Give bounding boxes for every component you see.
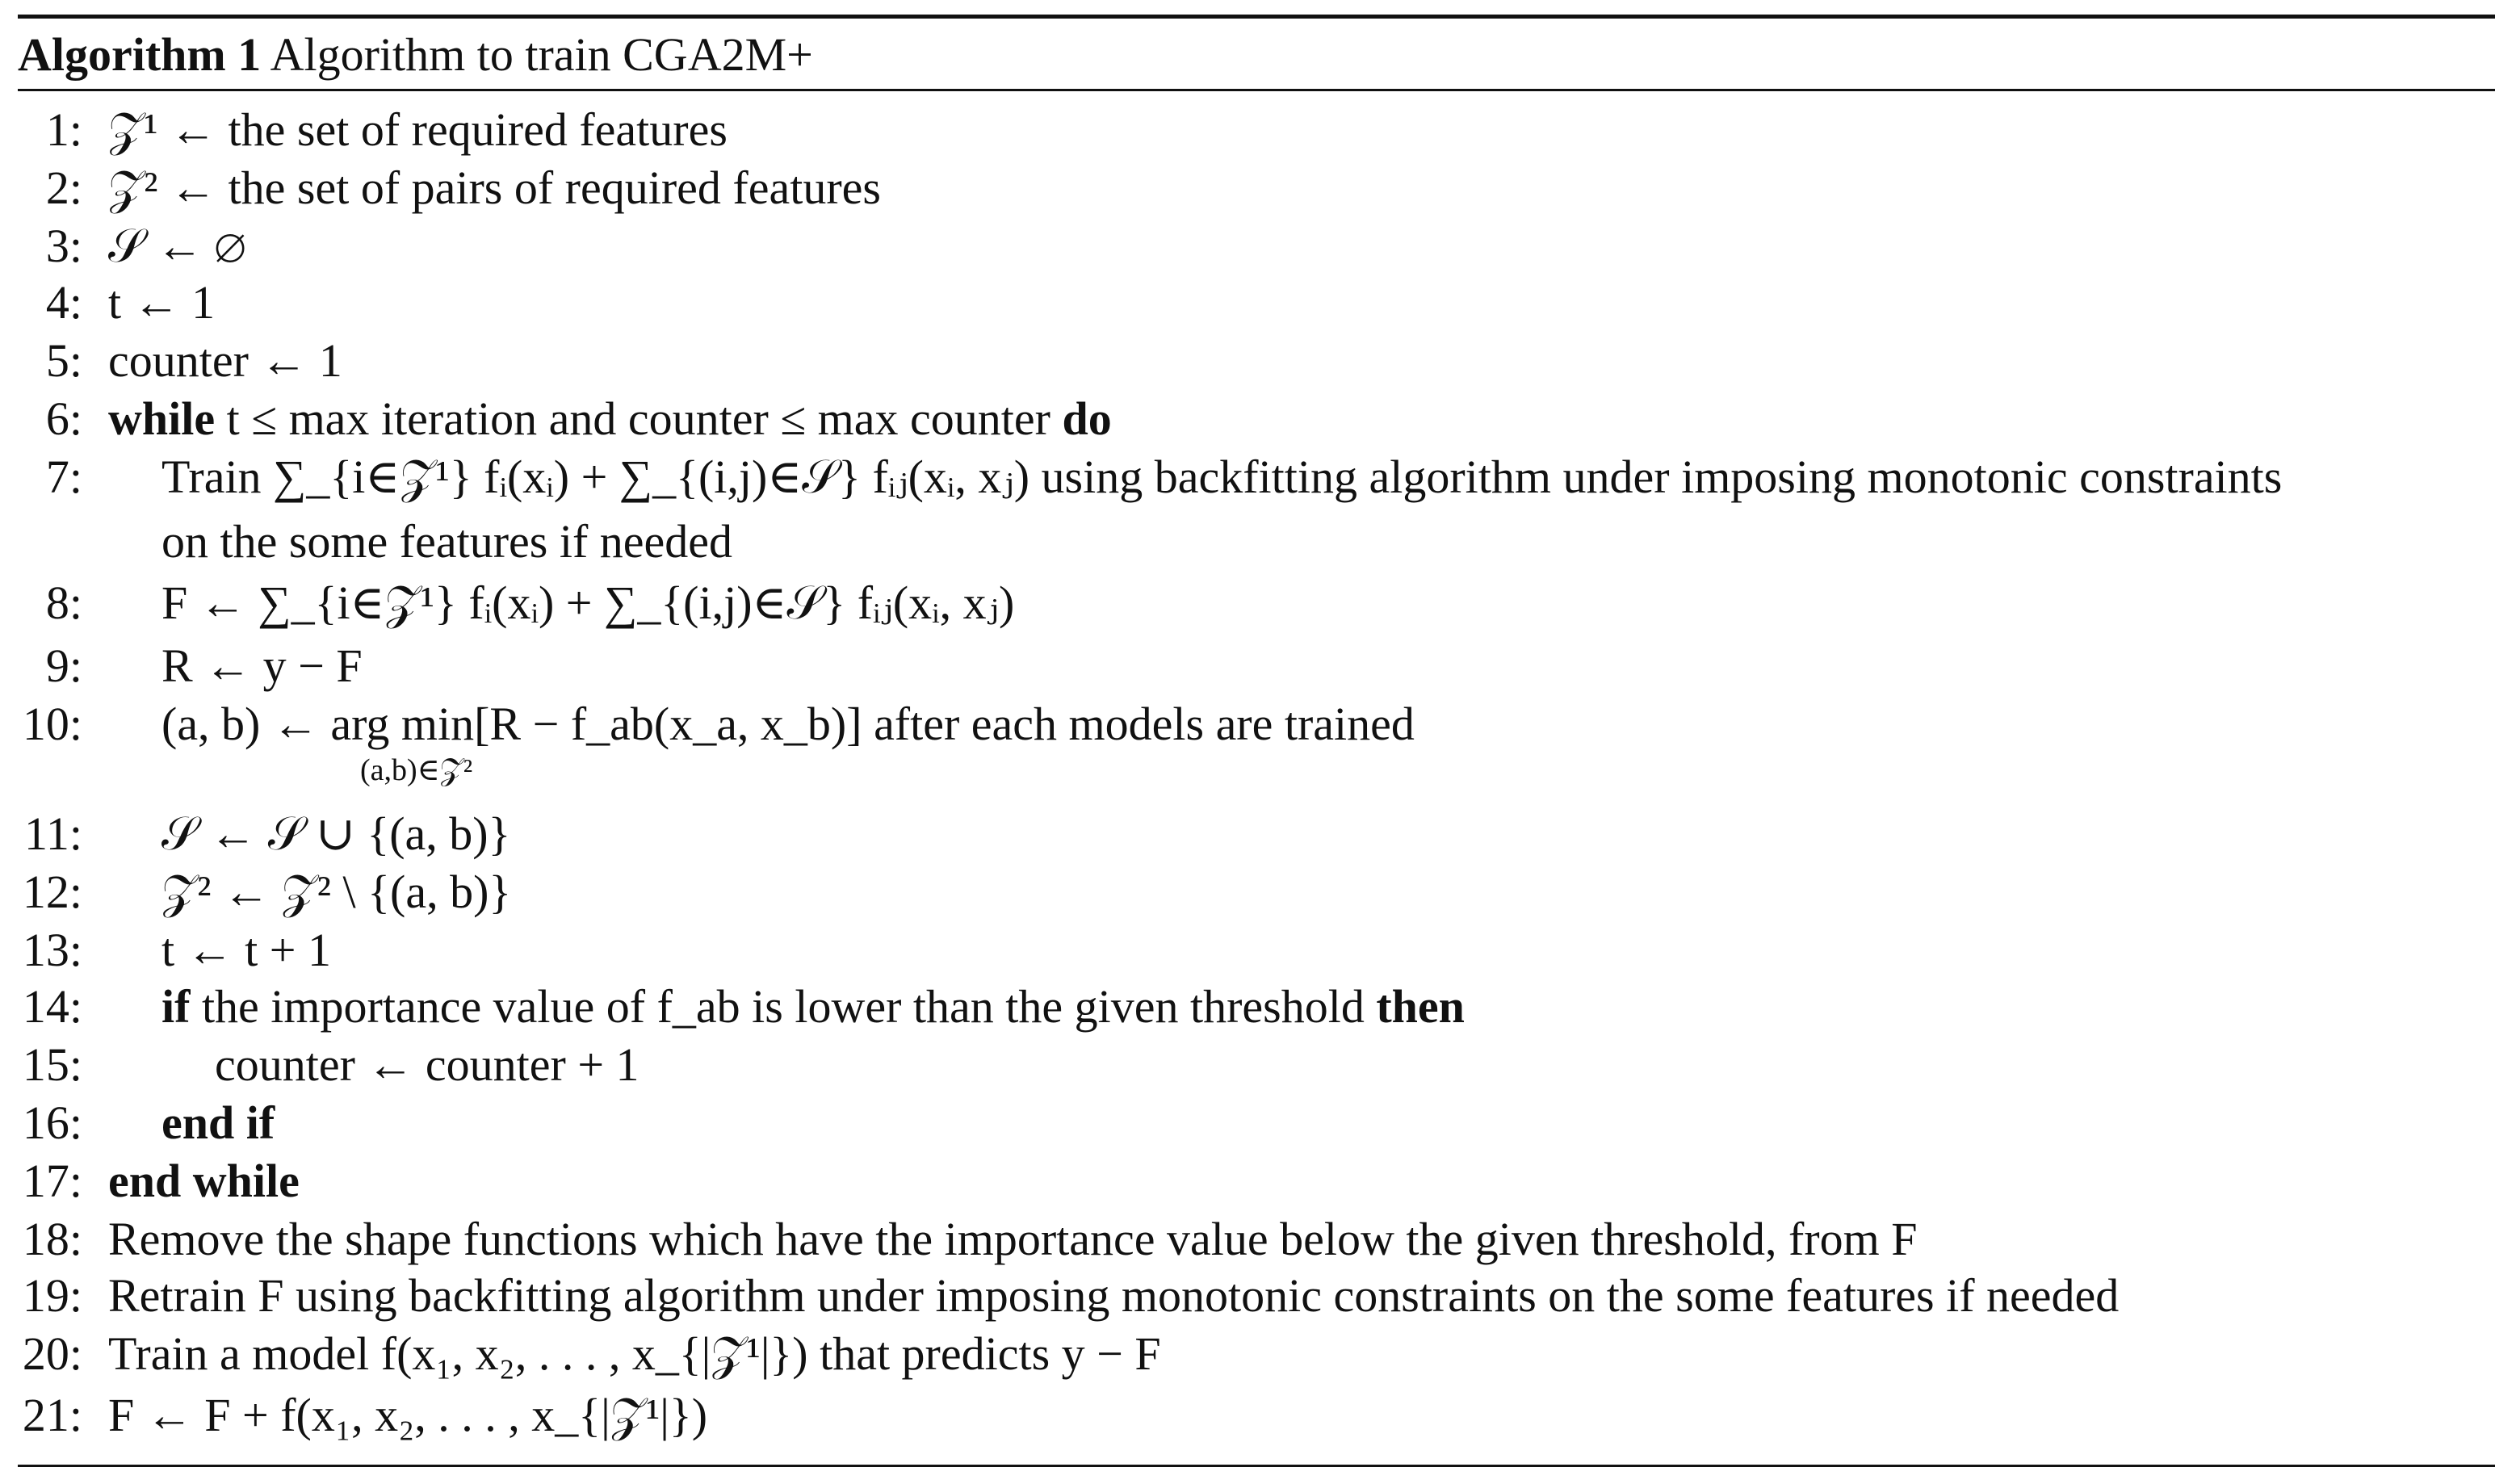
argmin-subscript: (a,b)∈𝒵² <box>360 753 473 787</box>
if-condition: the importance value of f_ab is lower than the given threshold <box>190 980 1377 1033</box>
line-number: 14: <box>22 980 82 1033</box>
line-text: 𝒵² ← the set of pairs of required features <box>108 161 881 214</box>
bottom-rule <box>18 1465 2495 1467</box>
line-text: counter ← 1 <box>108 334 342 387</box>
line-number: 21: <box>22 1389 82 1441</box>
keyword-while: while <box>108 392 216 445</box>
keyword-end-if: end if <box>161 1096 275 1149</box>
keyword-do: do <box>1062 392 1112 445</box>
line-text: on the some features if needed <box>161 515 732 568</box>
keyword-if: if <box>161 980 191 1033</box>
line-text: counter ← counter + 1 <box>215 1038 639 1091</box>
line-text: Train ∑_{i∈𝒵¹} fᵢ(xᵢ) + ∑_{(i,j)∈𝒮} fᵢⱼ(xᵢ, xⱼ) using backfitting algorithm under imposing monotonic constraints <box>161 451 2283 503</box>
line-text: 𝒵¹ ← the set of required features <box>108 103 728 156</box>
line-number: 19: <box>22 1269 82 1322</box>
line-number: 20: <box>22 1327 82 1380</box>
line-text: 𝒮 ← ∅ <box>108 220 246 272</box>
line-text: Retrain F using backfitting algorithm under imposing monotonic constraints on the some features if needed <box>108 1269 2120 1322</box>
line-text: t ← t + 1 <box>161 924 331 976</box>
line-number: 2: <box>45 161 82 214</box>
algorithm-label: Algorithm 1 <box>18 28 262 81</box>
line-number: 8: <box>45 576 82 629</box>
line-text: t ← 1 <box>108 276 216 329</box>
line-number: 11: <box>24 807 82 860</box>
caption-rule <box>18 89 2495 91</box>
line-number: 13: <box>22 924 82 976</box>
line-text <box>108 391 1112 447</box>
line-text: F ← ∑_{i∈𝒵¹} fᵢ(xᵢ) + ∑_{(i,j)∈𝒮} fᵢⱼ(xᵢ, xⱼ) <box>161 576 1015 629</box>
line-text: Remove the shape functions which have the importance value below the given threshold, from F <box>108 1213 1918 1265</box>
line-number: 17: <box>22 1155 82 1207</box>
line-text: Train a model f(x₁, x₂, . . . , x_{|𝒵¹|}) that predicts y − F <box>108 1327 1161 1380</box>
line-text: 𝒵² ← 𝒵² \ {(a, b)} <box>161 866 512 918</box>
line-number: 18: <box>22 1213 82 1265</box>
algorithm-title: Algorithm to train CGA2M+ <box>270 28 813 81</box>
line-number: 10: <box>22 698 82 750</box>
line-number: 5: <box>45 334 82 387</box>
top-rule <box>18 15 2495 19</box>
line-number: 4: <box>45 276 82 329</box>
line-number: 7: <box>45 451 82 503</box>
keyword-then: then <box>1376 980 1465 1033</box>
line-number: 1: <box>45 103 82 156</box>
line-text: 𝒮 ← 𝒮 ∪ {(a, b)} <box>161 807 511 860</box>
line-number: 12: <box>22 866 82 918</box>
line-text: F ← F + f(x₁, x₂, . . . , x_{|𝒵¹|}) <box>108 1389 708 1441</box>
line-number: 15: <box>22 1038 82 1091</box>
keyword-end-while: end while <box>108 1155 300 1207</box>
line-text: R ← y − F <box>161 639 363 692</box>
line-text: (a, b) ← arg min[R − f_ab(x_a, x_b)] after each models are trained <box>161 698 1415 750</box>
while-condition: t ≤ max iteration and counter ≤ max counter <box>215 392 1063 445</box>
line-number: 9: <box>45 639 82 692</box>
algorithm-caption <box>18 23 813 87</box>
line-number: 16: <box>22 1096 82 1149</box>
line-text <box>161 979 1465 1035</box>
line-number: 3: <box>45 220 82 272</box>
line-number: 6: <box>45 392 82 445</box>
